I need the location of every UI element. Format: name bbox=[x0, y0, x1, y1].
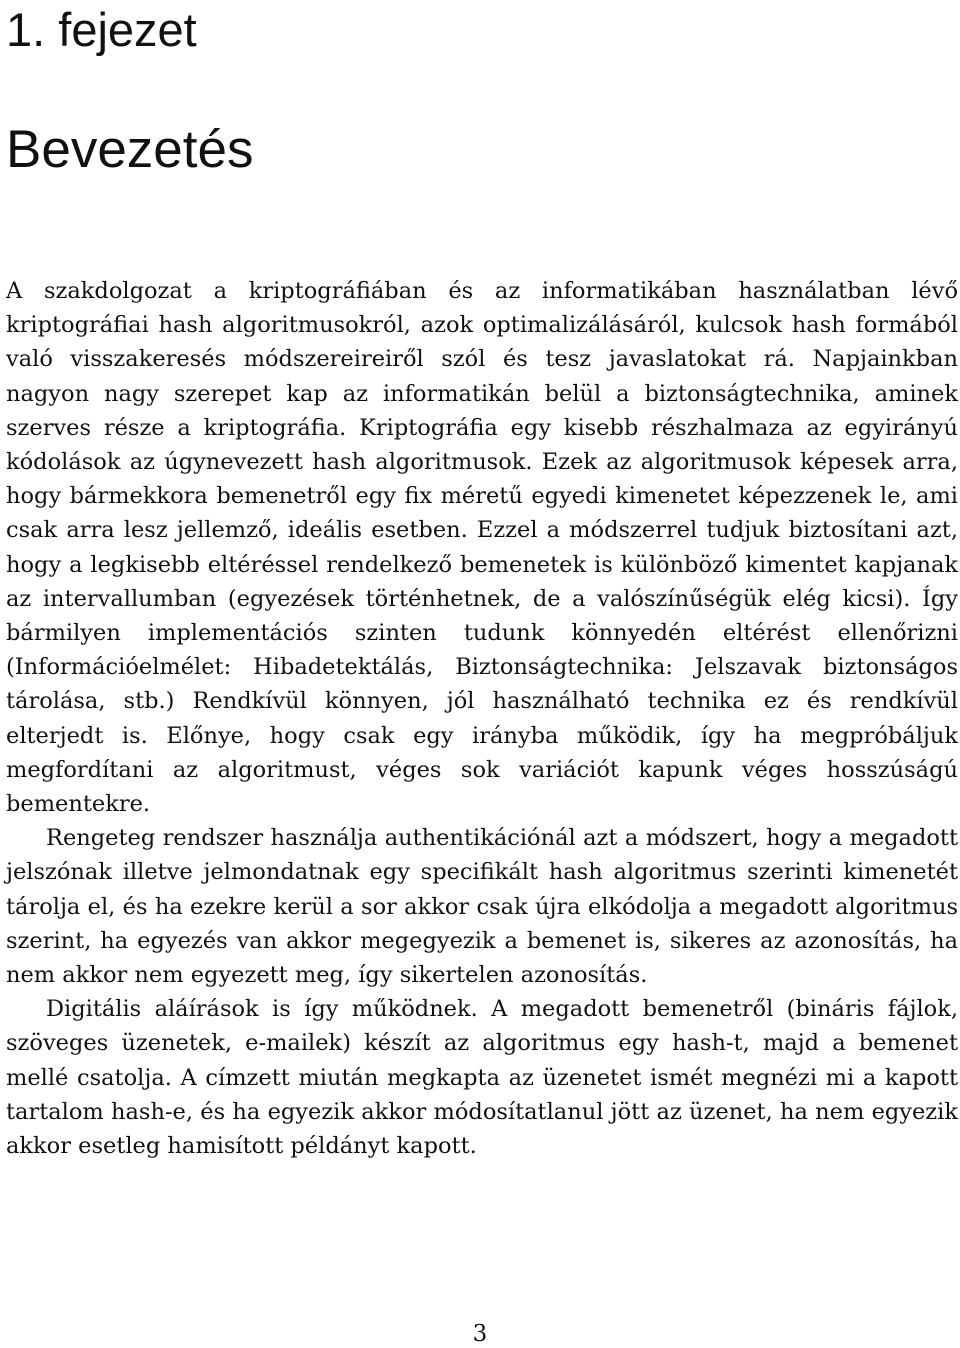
paragraph: A szakdolgozat a kriptográfiában és az informatikában használatban lévő kriptográfiai hash algoritmusokról, azok optimalizálásáról, kulcsok hash formából való visszakeresés módszereireiről szól és tesz javaslatokat rá. Napjainkban nagyon nagy szerepet kap az informatikán belül a biztonságtechnika, aminek szerves része a kriptográfia. Kriptográfia egy kisebb részhalmaza az egyirányú kódolások az úgynevezett hash algoritmusok. Ezek az algoritmusok képesek arra, hogy bármekkora bemenetről egy fix méretű egyedi kimenetet képezzenek le, ami csak arra lesz jellemző, ideális esetben. Ezzel a módszerrel tudjuk biztosítani azt, hogy a legkisebb eltéréssel rendelkező bemenetek is különböző kimentet kapjanak az intervallumban (egyezések történhetnek, de a valószínűségük elég kicsi). Így bármilyen implementációs szinten tudunk könnyedén eltérést ellenőrizni (Információelmélet: Hibadetektálás, Biztonságtechnika: Jelszavak biztonságos tárolása, stb.) Rendkívül könnyen, jól használható technika ez és rendkívül elterjedt is. Előnye, hogy csak egy irányba működik, így ha megpróbáljuk megfordítani az algoritmust, véges sok variációt kapunk véges hosszúságú bementekre. bbox=[6, 278, 958, 818]
paragraph: Rengeteg rendszer használja authentikációnál azt a módszert, hogy a megadott jelszónak illetve jelmondatnak egy specifikált hash algoritmus szerinti kimenetét tárolja el, és ha ezekre kerül a sor akkor csak újra elkódolja a megadott algoritmus szerint, ha egyezés van akkor megegyezik a bemenet is, sikeres az azonosítás, ha nem akkor nem egyezett meg, így sikertelen azonosítás. bbox=[6, 825, 958, 989]
chapter-label: 1. fejezet bbox=[6, 3, 197, 56]
page-number: 3 bbox=[472, 1321, 488, 1347]
paragraph: Digitális aláírások is így működnek. A megadott bemenetről (bináris fájlok, szöveges üzenetek, e-mailek) készít az algoritmus egy hash-t, majd a bemenet mellé csatolja. A címzett miután megkapta az üzenetet ismét megnézi mi a kapott tartalom hash-e, és ha egyezik akkor módosítatlanul jött az üzenet, ha nem egyezik akkor esetleg hamisított példányt kapott. bbox=[6, 996, 958, 1160]
body-text bbox=[6, 274, 958, 1163]
chapter-title: Bevezetés bbox=[6, 120, 254, 179]
